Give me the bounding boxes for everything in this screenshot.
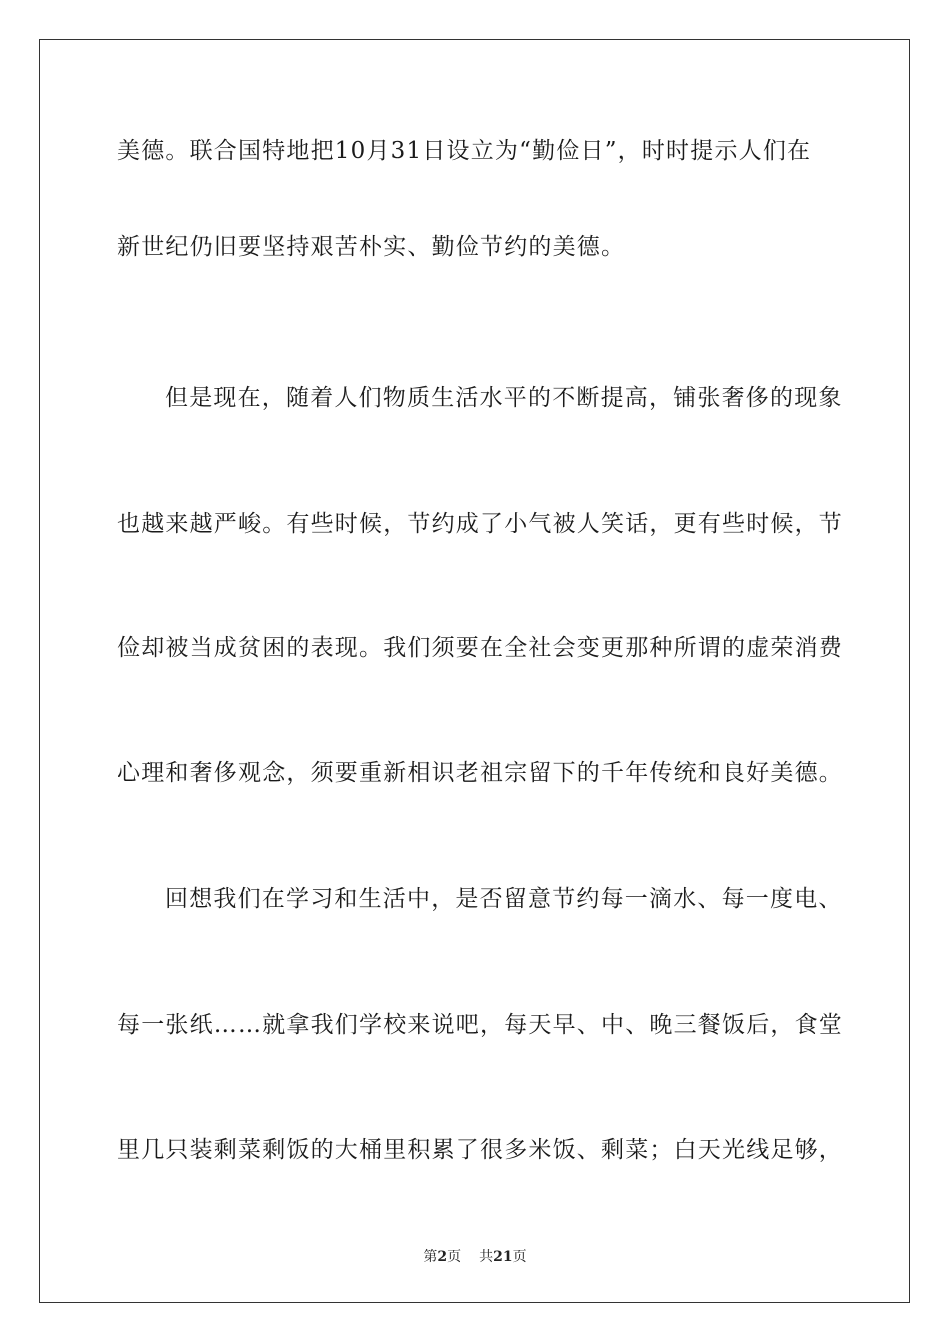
current-page-number: 2 <box>437 1249 448 1265</box>
body-text-line-6: 心理和奢侈观念，须要重新相识老祖宗留下的千年传统和良好美德。 <box>117 760 843 786</box>
body-text-line-4: 也越来越严峻。有些时候，节约成了小气被人笑话，更有些时候，节 <box>117 511 843 537</box>
body-text-line-9: 里几只装剩菜剩饭的大桶里积累了很多米饭、剩菜；白天光线足够， <box>117 1137 843 1163</box>
page-footer <box>0 1248 950 1266</box>
body-text-line-8: 每一张纸……就拿我们学校来说吧，每天早、中、晚三餐饭后，食堂 <box>117 1012 843 1038</box>
body-text-line-2: 新世纪仍旧要坚持艰苦朴实、勤俭节约的美德。 <box>117 234 626 260</box>
page-label-suffix: 页 <box>447 1249 462 1265</box>
total-label-suffix: 页 <box>512 1249 527 1265</box>
body-text-line-7: 回想我们在学习和生活中，是否留意节约每一滴水、每一度电、 <box>165 886 843 912</box>
page-border <box>39 39 910 1303</box>
body-text-line-5: 俭却被当成贫困的表现。我们须要在全社会变更那种所谓的虚荣消费 <box>117 635 843 661</box>
total-label-prefix: 共 <box>479 1249 494 1265</box>
page-label-prefix: 第 <box>423 1249 438 1265</box>
body-text-line-3: 但是现在，随着人们物质生活水平的不断提高，铺张奢侈的现象 <box>165 385 843 411</box>
body-text-line-1: 美德。联合国特地把10月31日设立为“勤俭日”，时时提示人们在 <box>117 138 812 164</box>
total-page-count: 21 <box>493 1249 513 1265</box>
